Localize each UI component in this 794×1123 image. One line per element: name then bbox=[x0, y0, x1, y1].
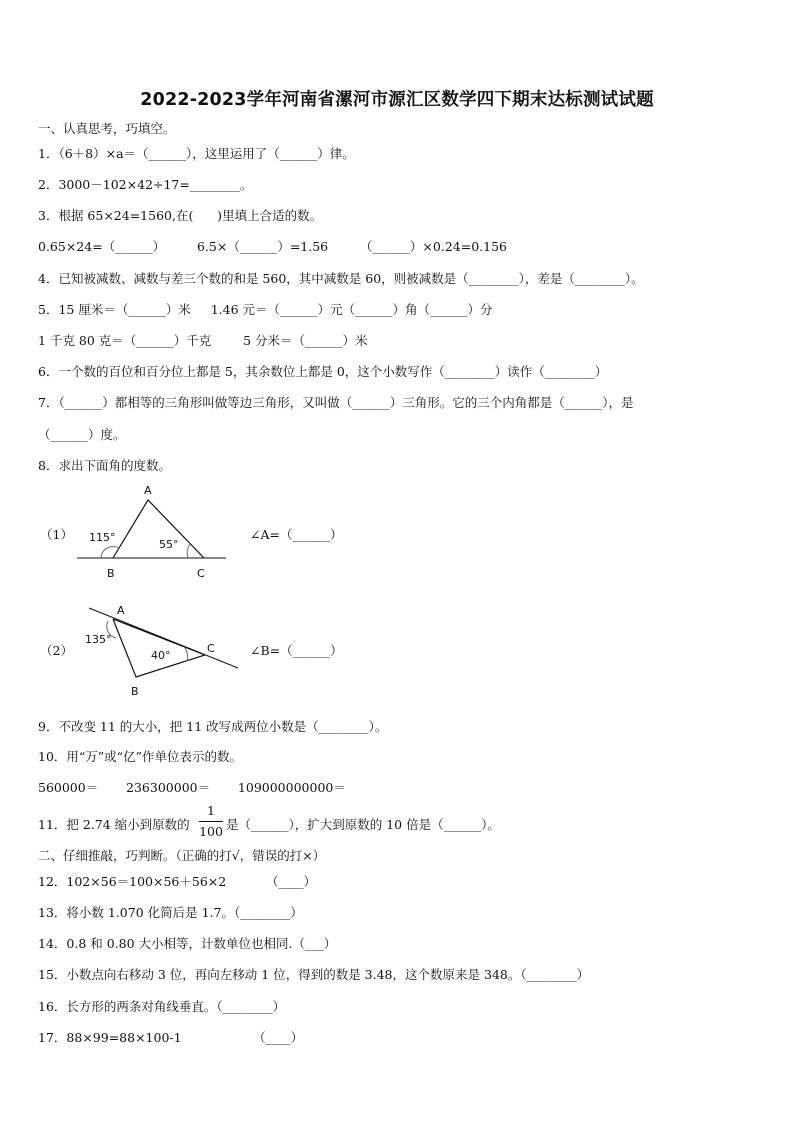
fraction-denominator: 100 bbox=[199, 824, 223, 839]
page-title: 2022-2023学年河南省漯河市源汇区数学四下期末达标测试试题 bbox=[140, 90, 654, 110]
question-13: 13．将小数 1.070 化简后是 1.7。（________） bbox=[38, 905, 303, 920]
figure-1-label-c: C bbox=[197, 567, 205, 580]
question-11-start: 11．把 2.74 缩小到原数的 bbox=[38, 817, 190, 832]
figure-1-number: （1） bbox=[40, 527, 73, 542]
question-9: 9．不改变 11 的大小，把 11 改写成两位小数是（________）。 bbox=[38, 719, 388, 734]
question-3-blanks: 0.65×24=（______） 6.5×（______）=1.56 （______）×0.24=0.156 bbox=[38, 239, 507, 254]
figure-2-label-c: C bbox=[207, 642, 215, 655]
section-1-heading: 一、认真思考，巧填空。 bbox=[38, 121, 176, 136]
question-14: 14．0.8 和 0.80 大小相等，计数单位也相同.（___） bbox=[38, 936, 337, 951]
question-10: 10．用“万”或“亿”作单位表示的数。 bbox=[38, 749, 242, 764]
fraction-bar bbox=[199, 821, 223, 822]
figure-2-ext-angle: 135° bbox=[85, 633, 112, 646]
figure-2-c-arc bbox=[185, 648, 188, 661]
question-15: 15．小数点向右移动 3 位，再向左移动 1 位，得到的数是 3.48，这个数原来是 348。（________） bbox=[38, 967, 590, 982]
figure-2-number: （2） bbox=[40, 643, 73, 658]
question-7-cont: （______）度。 bbox=[38, 427, 126, 442]
figure-1-label-b: B bbox=[107, 567, 115, 580]
question-8: 8．求出下面角的度数。 bbox=[38, 458, 171, 473]
question-7: 7．（______）都相等的三角形叫做等边三角形，又叫做（______）三角形。它的三个内角都是（______），是 bbox=[38, 395, 634, 410]
question-5: 5．15 厘米＝（______）米 1.46 元＝（______）元（______）角（______）分 bbox=[38, 302, 493, 317]
figure-2-sides bbox=[113, 619, 205, 677]
question-4: 4．已知被减数、减数与差三个数的和是 560，其中减数是 60，则被减数是（________），差是（________）。 bbox=[38, 271, 644, 286]
question-12: 12．102×56＝100×56＋56×2 （____） bbox=[38, 874, 316, 889]
figure-1-label-a: A bbox=[144, 484, 152, 497]
figure-2-c-angle: 40° bbox=[151, 649, 171, 662]
figure-1-ext-angle: 115° bbox=[89, 531, 116, 544]
question-10-items: 560000＝ 236300000＝ 109000000000＝ bbox=[38, 780, 346, 795]
section-2-heading: 二、仔细推敲，巧判断。（正确的打√，错误的打×） bbox=[38, 848, 326, 863]
figure-1-answer: ∠A=（______） bbox=[250, 527, 343, 542]
question-3: 3．根据 65×24=1560,在( )里填上合适的数。 bbox=[38, 208, 323, 223]
question-5-cont: 1 千克 80 克＝（______）千克 5 分米＝（______）米 bbox=[38, 333, 368, 348]
figure-2-answer: ∠B=（______） bbox=[250, 643, 343, 658]
question-17: 17．88×99=88×100-1 （____） bbox=[38, 1030, 304, 1045]
figure-2-label-a: A bbox=[117, 604, 125, 617]
question-2: 2．3000－102×42÷17=________。 bbox=[38, 177, 253, 192]
question-1: 1．（6＋8）×a＝（______），这里运用了（______）律。 bbox=[38, 146, 355, 161]
figure-2-label-b: B bbox=[131, 685, 139, 698]
figure-1-c-angle: 55° bbox=[159, 538, 179, 551]
question-11-end: 是（______），扩大到原数的 10 倍是（______）。 bbox=[226, 817, 500, 832]
fraction-numerator: 1 bbox=[207, 803, 215, 818]
question-6: 6．一个数的百位和百分位上都是 5，其余数位上都是 0，这个小数写作（________）读作（________） bbox=[38, 364, 608, 379]
question-16: 16．长方形的两条对角线垂直。（________） bbox=[38, 999, 286, 1014]
